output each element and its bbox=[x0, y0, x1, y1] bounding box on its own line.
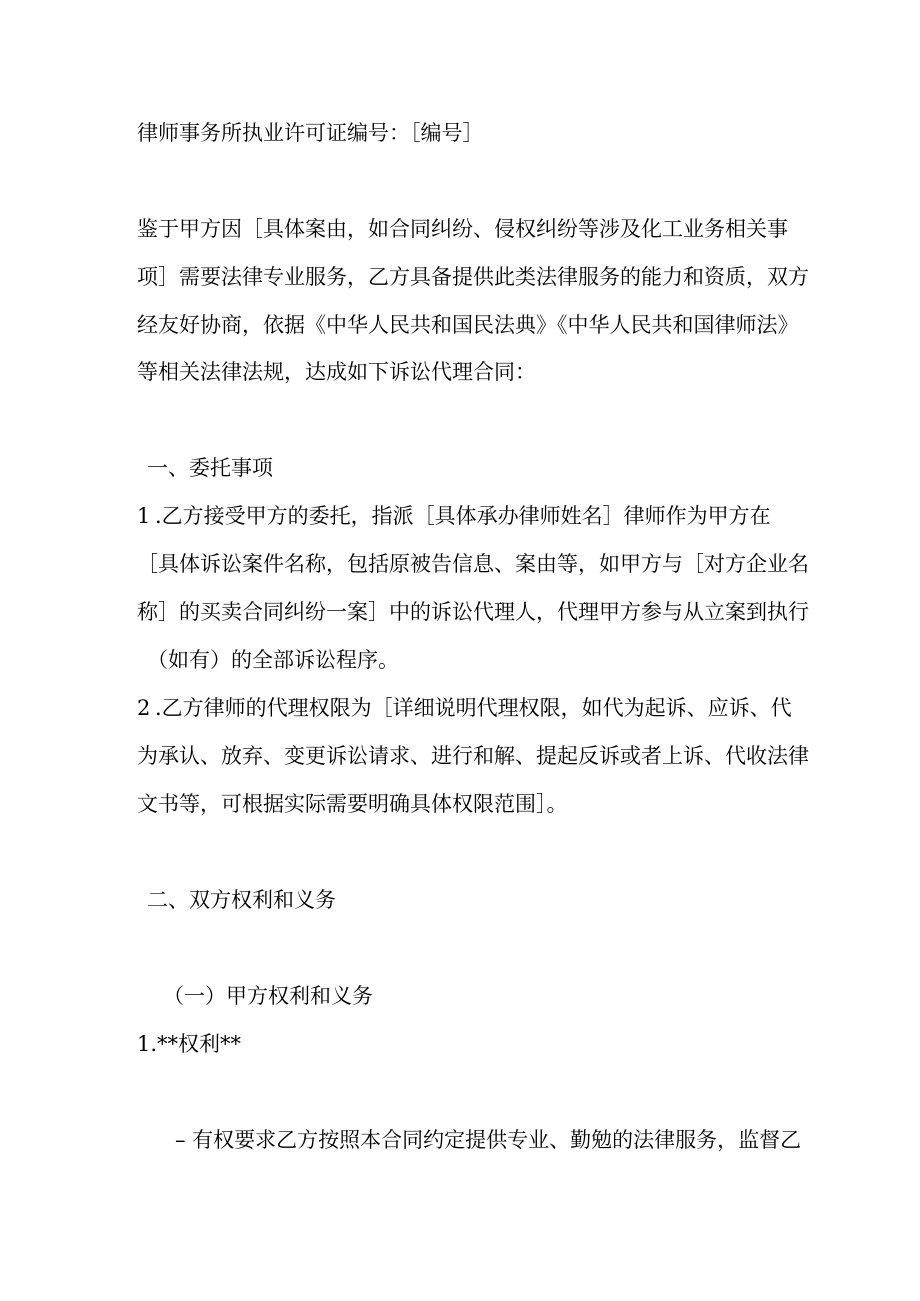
item-2-line-2: 为承认、放弃、变更诉讼请求、进行和解、提起反诉或者上诉、代收法律 bbox=[137, 744, 809, 768]
section-1-heading: 一、委托事项 bbox=[147, 456, 273, 480]
item-1-number: 1 bbox=[137, 504, 151, 528]
item-2-line-3: 文书等，可根据实际需要明确具体权限范围］。 bbox=[137, 792, 568, 816]
rights-title: 1.**权利** bbox=[137, 1032, 242, 1056]
preamble-line-2: 项］需要法律专业服务，乙方具备提供此类法律服务的能力和资质，双方 bbox=[137, 265, 809, 289]
preamble-line-1: 鉴于甲方因［具体案由，如合同纠纷、侵权纠纷等涉及化工业务相关事 bbox=[137, 217, 788, 241]
item-2-text-1: .乙方律师的代理权限为［详细说明代理权限，如代为起诉、应诉、代 bbox=[155, 696, 792, 720]
item-1-text-1: .乙方接受甲方的委托，指派［具体承办律师姓名］律师作为甲方在 bbox=[155, 504, 771, 528]
preamble-line-3: 经友好协商，依据《中华人民共和国民法典》《中华人民共和国律师法》 bbox=[137, 313, 799, 337]
item-1-line-2: ［具体诉讼案件名称，包括原被告信息、案由等，如甲方与［对方企业名 bbox=[137, 552, 809, 576]
section-2-heading: 二、双方权利和义务 bbox=[147, 888, 336, 912]
item-1-line-1 bbox=[137, 501, 771, 531]
item-2-line-1 bbox=[137, 693, 792, 723]
section-2-sub-1-heading: （一）甲方权利和义务 bbox=[163, 984, 373, 1008]
item-1-line-3: 称］的买卖合同纠纷一案］中的诉讼代理人，代理甲方参与从立案到执行 bbox=[137, 600, 809, 624]
preamble-line-4: 等相关法律法规，达成如下诉讼代理合同： bbox=[137, 360, 536, 384]
license-number-line: 律师事务所执业许可证编号：［编号］ bbox=[137, 121, 484, 145]
item-2-number: 2 bbox=[137, 696, 151, 720]
rights-bullet-1: – 有权要求乙方按照本合同约定提供专业、勤勉的法律服务，监督乙 bbox=[175, 1128, 802, 1152]
item-1-line-4: （如有）的全部诉讼程序。 bbox=[147, 648, 399, 672]
